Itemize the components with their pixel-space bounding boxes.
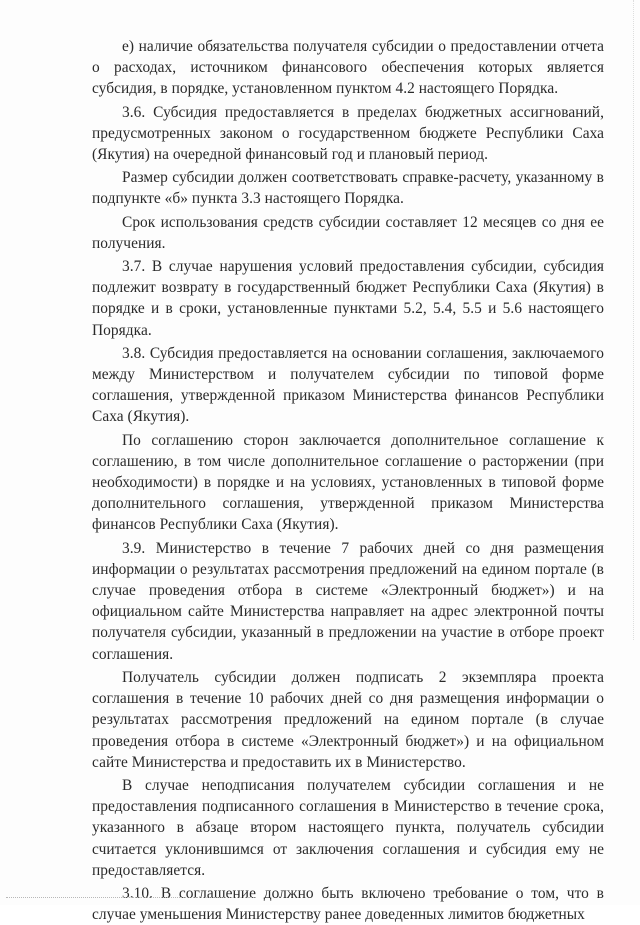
paragraph-3-9: 3.9. Министерство в течение 7 рабочих дней со дня размещения информации о результатах рассмотрения предложений на едином портале (в случае проведения отбора в системе «Электронный бюджет») и на официальном сайте Министерства направляет на адрес электронной почты получателя субсидии, указанный в предложении на участие в отборе проект соглашения. [92,539,604,663]
scan-edge-mark [633,0,634,640]
paragraph-3-6: 3.6. Субсидия предоставляется в пределах бюджетных ассигнований, предусмотренных законом о государственном бюджете Республики Саха (Якутия) на очередной финансовый год и плановый период. [92,103,604,164]
scan-bottom-line [6,897,256,898]
paragraph-3-10: 3.10. В соглашение должно быть включено требование о том, что в случае уменьшения Министерству ранее доведенных лимитов бюджетных [92,884,604,924]
paragraph-additional-agreement: По соглашению сторон заключается дополнительное соглашение к соглашению, в том числе дополнительное соглашение о расторжении (при необходимости) в порядке и на условиях, установленных в типовой форме дополнительного соглашения, утвержденной приказом Министерства финансов Республики Саха (Якутия). [92,431,604,534]
paragraph-3-8: 3.8. Субсидия предоставляется на основании соглашения, заключаемого между Министерством и получателем субсидии по типовой форме соглашения, утвержденной приказом Министерства финансов Республики Саха (Якутия). [92,344,604,426]
document-body [92,36,604,925]
paragraph-refusal: В случае неподписания получателем субсидии соглашения и не предоставления подписанного соглашения в Министерство в течение срока, указанного в абзаце втором настоящего пункта, получатель субсидии считается уклонившимся от заключения соглашения и субсидия ему не предоставляется. [92,776,604,879]
paragraph-3-7: 3.7. В случае нарушения условий предоставления субсидии, субсидия подлежит возврату в государственный бюджет Республики Саха (Якутия) в порядке и в сроки, установленные пунктами 5.2, 5.4, 5.5 и 5.6 настоящего Порядка. [92,258,604,339]
paragraph-subsidy-size: Размер субсидии должен соответствовать справке-расчету, указанному в подпункте «б» пункта 3.3 настоящего Порядка. [92,169,604,208]
paragraph-subsidy-term: Срок использования средств субсидии составляет 12 месяцев со дня ее получения. [92,213,604,252]
paragraph-signing: Получатель субсидии должен подписать 2 экземпляра проекта соглашения в течение 10 рабочих дней со дня размещения информации о результатах рассмотрения предложений на едином портале (в случае проведения отбора в системе «Электронный бюджет») и на официальном сайте Министерства и предоставить их в Министерство. [92,668,604,771]
paragraph-3-5-e: е) наличие обязательства получателя субсидии о предоставлении отчета о расходах, источником финансового обеспечения которых является субсидия, в порядке, установленном пунктом 4.2 настоящего Порядка. [92,38,604,98]
